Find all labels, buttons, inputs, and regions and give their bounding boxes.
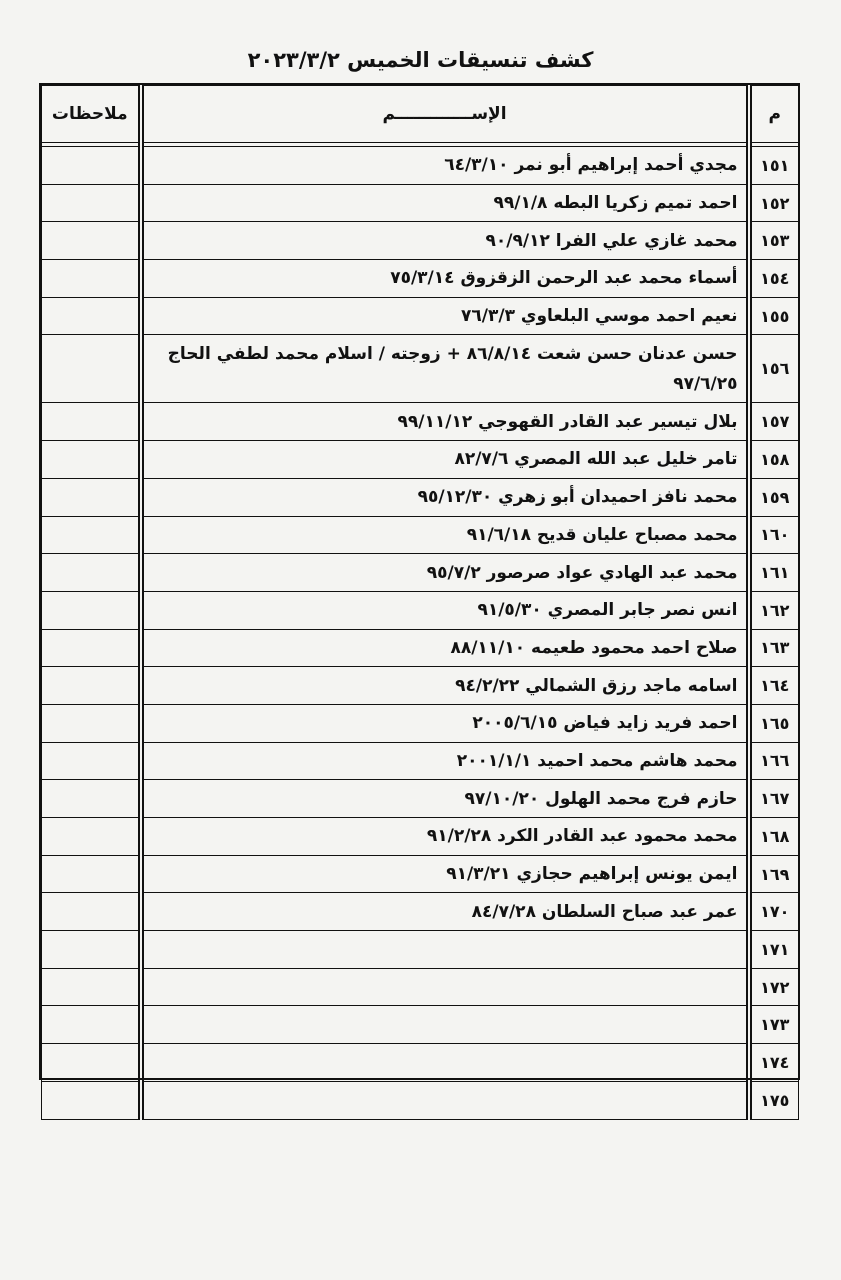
row-name: حسن عدنان حسن شعت ٨٦/٨/١٤ + زوجته / اسلام محمد لطفي الحاج ٩٧/٦/٢٥ — [141, 335, 749, 403]
row-number: ١٥٧ — [749, 403, 799, 441]
row-name: محمد محمود عبد القادر الكرد ٩١/٢/٢٨ — [141, 818, 749, 856]
table-row — [42, 931, 799, 969]
row-notes — [42, 893, 141, 931]
row-name: عمر عبد صباح السلطان ٨٤/٧/٢٨ — [141, 893, 749, 931]
table-row — [42, 855, 799, 893]
header-name: الإســـــــــــــم — [141, 86, 749, 143]
row-number: ١٧٥ — [749, 1081, 799, 1119]
table-row — [42, 441, 799, 479]
row-name: أسماء محمد عبد الرحمن الزقزوق ٧٥/٣/١٤ — [141, 260, 749, 298]
row-number: ١٧٣ — [749, 1006, 799, 1044]
row-number: ١٥٨ — [749, 441, 799, 479]
row-number: ١٦٢ — [749, 591, 799, 629]
table-row — [42, 667, 799, 705]
header-number: م — [749, 86, 799, 143]
row-notes — [42, 554, 141, 592]
row-notes — [42, 335, 141, 403]
row-notes — [42, 297, 141, 335]
row-name — [141, 931, 749, 969]
row-notes — [42, 1081, 141, 1119]
row-notes — [42, 478, 141, 516]
row-number: ١٦٣ — [749, 629, 799, 667]
table-row — [42, 335, 799, 403]
row-name — [141, 1044, 749, 1082]
row-number: ١٧٠ — [749, 893, 799, 931]
table-row — [42, 222, 799, 260]
row-notes — [42, 222, 141, 260]
row-name: اسامه ماجد رزق الشمالي ٩٤/٢/٢٢ — [141, 667, 749, 705]
row-notes — [42, 742, 141, 780]
row-name: مجدي أحمد إبراهيم أبو نمر ٦٤/٣/١٠ — [141, 147, 749, 185]
row-name: انس نصر جابر المصري ٩١/٥/٣٠ — [141, 591, 749, 629]
row-notes — [42, 1044, 141, 1082]
row-notes — [42, 591, 141, 629]
row-notes — [42, 147, 141, 185]
table-row — [42, 403, 799, 441]
row-notes — [42, 516, 141, 554]
table-row — [42, 968, 799, 1006]
row-number: ١٧٤ — [749, 1044, 799, 1082]
row-number: ١٥٣ — [749, 222, 799, 260]
row-number: ١٦٠ — [749, 516, 799, 554]
row-number: ١٦٤ — [749, 667, 799, 705]
row-number: ١٥١ — [749, 147, 799, 185]
row-name: ايمن يونس إبراهيم حجازي ٩١/٣/٢١ — [141, 855, 749, 893]
row-notes — [42, 403, 141, 441]
table-row — [42, 780, 799, 818]
row-name: بلال تيسير عبد القادر القهوجي ٩٩/١١/١٢ — [141, 403, 749, 441]
row-number: ١٥٩ — [749, 478, 799, 516]
table-row — [42, 818, 799, 856]
row-name: محمد مصباح عليان قديح ٩١/٦/١٨ — [141, 516, 749, 554]
table-row — [42, 184, 799, 222]
row-notes — [42, 855, 141, 893]
row-name: محمد نافز احميدان أبو زهري ٩٥/١٢/٣٠ — [141, 478, 749, 516]
row-name: احمد تميم زكريا البطه ٩٩/١/٨ — [141, 184, 749, 222]
row-name: نعيم احمد موسي البلعاوي ٧٦/٣/٣ — [141, 297, 749, 335]
row-notes — [42, 704, 141, 742]
header-notes: ملاحظات — [42, 86, 141, 143]
table-row — [42, 1044, 799, 1082]
row-number: ١٦٦ — [749, 742, 799, 780]
table-row — [42, 1081, 799, 1119]
row-notes — [42, 818, 141, 856]
row-name: تامر خليل عبد الله المصري ٨٢/٧/٦ — [141, 441, 749, 479]
row-name: حازم فرج محمد الهلول ٩٧/١٠/٢٠ — [141, 780, 749, 818]
row-notes — [42, 968, 141, 1006]
table-row — [42, 297, 799, 335]
row-notes — [42, 184, 141, 222]
table-row — [42, 591, 799, 629]
row-name: محمد غازي علي الفرا ٩٠/٩/١٢ — [141, 222, 749, 260]
row-name: محمد هاشم محمد احميد ٢٠٠١/١/١ — [141, 742, 749, 780]
table-row — [42, 1006, 799, 1044]
table-row — [42, 147, 799, 185]
row-name: محمد عبد الهادي عواد صرصور ٩٥/٧/٢ — [141, 554, 749, 592]
table-row — [42, 893, 799, 931]
row-number: ١٦٥ — [749, 704, 799, 742]
names-table — [41, 85, 799, 1120]
row-notes — [42, 931, 141, 969]
row-number: ١٧١ — [749, 931, 799, 969]
row-number: ١٥٦ — [749, 335, 799, 403]
row-name: احمد فريد زايد فياض ٢٠٠٥/٦/١٥ — [141, 704, 749, 742]
row-name — [141, 968, 749, 1006]
row-name — [141, 1006, 749, 1044]
table-row — [42, 478, 799, 516]
row-number: ١٥٤ — [749, 260, 799, 298]
table-row — [42, 629, 799, 667]
table-body — [42, 147, 799, 1120]
row-notes — [42, 1006, 141, 1044]
row-number: ١٦٨ — [749, 818, 799, 856]
table-row — [42, 554, 799, 592]
row-notes — [42, 441, 141, 479]
row-number: ١٥٢ — [749, 184, 799, 222]
row-notes — [42, 260, 141, 298]
row-number: ١٦١ — [749, 554, 799, 592]
document-title: كشف تنسيقات الخميس ٢٠٢٣/٣/٢ — [247, 48, 594, 72]
row-number: ١٥٥ — [749, 297, 799, 335]
row-number: ١٧٢ — [749, 968, 799, 1006]
row-number: ١٦٩ — [749, 855, 799, 893]
table-row — [42, 704, 799, 742]
table-row — [42, 260, 799, 298]
row-notes — [42, 667, 141, 705]
row-notes — [42, 629, 141, 667]
header-row — [42, 86, 799, 143]
table-row — [42, 516, 799, 554]
row-notes — [42, 780, 141, 818]
row-name: صلاح احمد محمود طعيمه ٨٨/١١/١٠ — [141, 629, 749, 667]
table-row — [42, 742, 799, 780]
row-number: ١٦٧ — [749, 780, 799, 818]
row-name — [141, 1081, 749, 1119]
